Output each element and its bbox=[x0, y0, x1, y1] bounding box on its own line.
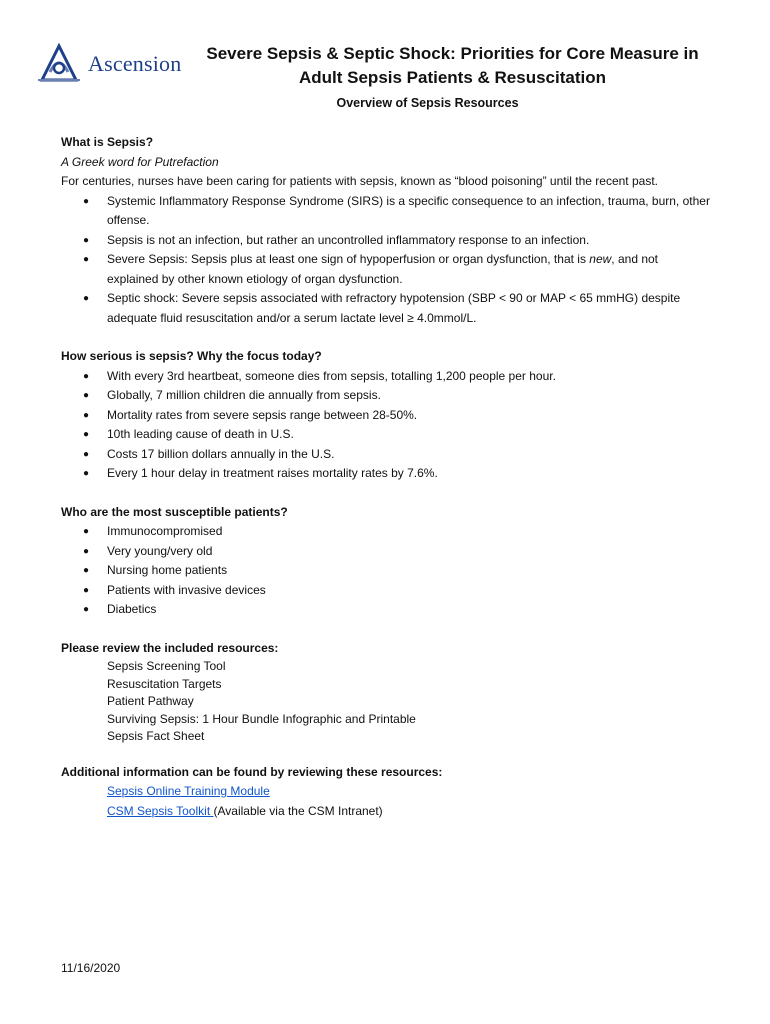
resource-item: Patient Pathway bbox=[107, 694, 194, 708]
resource-item: Resuscitation Targets bbox=[107, 676, 222, 691]
ascension-mark-icon bbox=[36, 42, 82, 86]
what-is-list bbox=[61, 192, 711, 329]
page-subtitle: Overview of Sepsis Resources bbox=[336, 96, 519, 110]
what-is-italic: A Greek word for Putrefaction bbox=[61, 154, 219, 169]
toolkit-note: (Available via the CSM Intranet) bbox=[213, 803, 383, 818]
resource-item: Sepsis Screening Tool bbox=[107, 659, 226, 673]
list-item: ● Mortality rates from severe sepsis range between 28-50%. bbox=[61, 406, 711, 426]
list-item: ● Costs 17 billion dollars annually in the U.S. bbox=[61, 445, 711, 465]
list-item: ● With every 3rd heartbeat, someone dies from sepsis, totalling 1,200 people per hour. bbox=[61, 367, 711, 387]
list-item: ● Globally, 7 million children die annually from sepsis. bbox=[61, 386, 711, 406]
ascension-logo bbox=[36, 42, 181, 86]
list-item: ● Nursing home patients bbox=[61, 561, 711, 581]
list-item: ● Septic shock: Severe sepsis associated with refractory hypotension (SBP < 90 or MAP < 65 mmHG) despite adequate fluid resuscitation and/or a serum lactate level ≥ 4.0mmol/L. bbox=[61, 289, 711, 328]
csm-sepsis-toolkit-link[interactable]: CSM Sepsis Toolkit bbox=[107, 803, 214, 818]
severe-sepsis-pre: Severe Sepsis: Sepsis plus at least one sign of hypoperfusion or organ dysfunction, that is bbox=[107, 252, 590, 266]
additional-heading: Additional information can be found by reviewing these resources: bbox=[61, 764, 443, 779]
title-line-2: Adult Sepsis Patients & Resuscitation bbox=[298, 68, 606, 87]
review-heading: Please review the included resources: bbox=[61, 640, 279, 655]
list-item: ● Every 1 hour delay in treatment raises mortality rates by 7.6%. bbox=[61, 464, 711, 484]
susceptible-heading: Who are the most susceptible patients? bbox=[61, 504, 288, 519]
sepsis-online-training-link[interactable]: Sepsis Online Training Module bbox=[107, 784, 270, 798]
list-item: ● Immunocompromised bbox=[61, 522, 711, 542]
list-item bbox=[61, 250, 711, 289]
title-line-1: Severe Sepsis & Septic Shock: Priorities for Core Measure in bbox=[206, 44, 699, 63]
what-is-intro: For centuries, nurses have been caring for patients with sepsis, known as “blood poisoning” until the recent past. bbox=[61, 174, 658, 188]
page-title bbox=[200, 42, 705, 90]
list-item: ● Patients with invasive devices bbox=[61, 581, 711, 601]
list-item: ● Very young/very old bbox=[61, 542, 711, 562]
severe-sepsis-em: new bbox=[589, 252, 612, 266]
resource-item: Sepsis Fact Sheet bbox=[107, 729, 205, 743]
what-is-heading: What is Sepsis? bbox=[61, 135, 154, 149]
resource-item: Surviving Sepsis: 1 Hour Bundle Infographic and Printable bbox=[107, 711, 416, 726]
list-item: ● Systemic Inflammatory Response Syndrome (SIRS) is a specific consequence to an infection, trauma, burn, other offense. bbox=[61, 192, 711, 231]
list-item: ● Diabetics bbox=[61, 600, 711, 620]
severe-sepsis-post: , and not explained by other known etiology of organ dysfunction. bbox=[107, 252, 659, 286]
list-item: ● Sepsis is not an infection, but rather an uncontrolled inflammatory response to an infection. bbox=[61, 231, 711, 251]
logo-text: Ascension bbox=[88, 51, 182, 76]
document-body bbox=[61, 133, 711, 821]
how-serious-heading: How serious is sepsis? Why the focus today? bbox=[61, 349, 322, 363]
how-serious-list bbox=[61, 367, 711, 484]
susceptible-list bbox=[61, 522, 711, 620]
footer-date: 11/16/2020 bbox=[61, 961, 121, 975]
list-item: ● 10th leading cause of death in U.S. bbox=[61, 425, 711, 445]
